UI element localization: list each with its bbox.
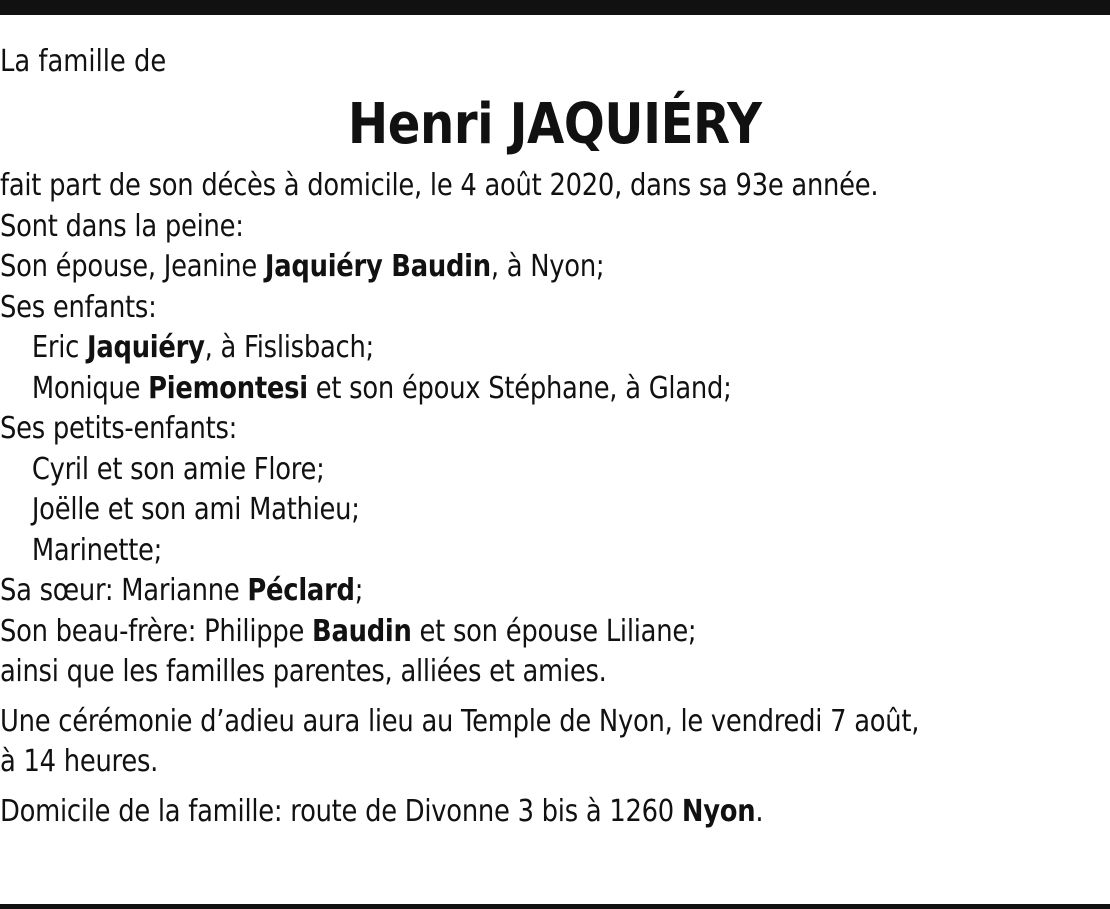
- obituary-notice: [0, 40, 955, 832]
- child-prefix: Eric: [31, 330, 87, 365]
- brother-in-law-prefix: Son beau-frère: Philippe: [0, 613, 313, 649]
- ceremony-time-line: à 14 heures.: [0, 744, 159, 779]
- children-heading: Ses enfants:: [0, 289, 157, 325]
- announcement-text: fait part de son décès à domicile, le 4 août 2020, dans sa 93e année.: [0, 168, 879, 203]
- brother-in-law-line: [0, 612, 955, 653]
- sister-suffix: ;: [354, 573, 364, 608]
- domicile-suffix: .: [755, 793, 764, 829]
- child-suffix: , à Fislisbach;: [204, 330, 374, 365]
- sister-prefix: Sa sœur: Marianne: [0, 573, 248, 608]
- child-suffix: et son époux Stéphane, à Gland;: [307, 370, 732, 406]
- spouse-prefix: Son épouse, Jeanine: [0, 249, 265, 284]
- ceremony-line: Une cérémonie d’adieu aura lieu au Temple de Nyon, le vendredi 7 août,: [0, 703, 920, 739]
- spouse-suffix: , à Nyon;: [490, 249, 605, 284]
- intro-text: La famille de: [0, 44, 167, 79]
- domicile-prefix: Domicile de la famille: route de Divonne 3 bis à 1260: [0, 793, 682, 829]
- bottom-border-rule: [0, 904, 1110, 909]
- child-line: [0, 369, 955, 410]
- domicile-line: [0, 792, 955, 833]
- brother-in-law-surname: Baudin: [312, 613, 412, 649]
- child-surname: Piemontesi: [148, 370, 308, 406]
- grandchild-line: Joëlle et son ami Mathieu;: [31, 492, 360, 527]
- child-surname: Jaquiéry: [86, 330, 205, 365]
- grieving-heading: Sont dans la peine:: [0, 208, 244, 244]
- spouse-surname: Jaquiéry Baudin: [264, 249, 491, 284]
- grandchild-line: Cyril et son amie Flore;: [31, 451, 325, 487]
- spouse-line: [0, 247, 955, 288]
- grandchild-line: Marinette;: [31, 532, 163, 568]
- families-line: ainsi que les familles parentes, alliées et amies.: [0, 654, 607, 689]
- brother-in-law-suffix: et son épouse Liliane;: [411, 613, 697, 649]
- grandchildren-heading: Ses petits-enfants:: [0, 411, 238, 446]
- deceased-name: Henri JAQUIÉRY: [347, 92, 762, 157]
- child-line: [0, 328, 955, 369]
- sister-line: [0, 571, 955, 612]
- sister-surname: Péclard: [247, 573, 355, 608]
- top-border-rule: [0, 0, 1110, 15]
- child-prefix: Monique: [31, 370, 149, 406]
- domicile-city: Nyon: [681, 793, 756, 829]
